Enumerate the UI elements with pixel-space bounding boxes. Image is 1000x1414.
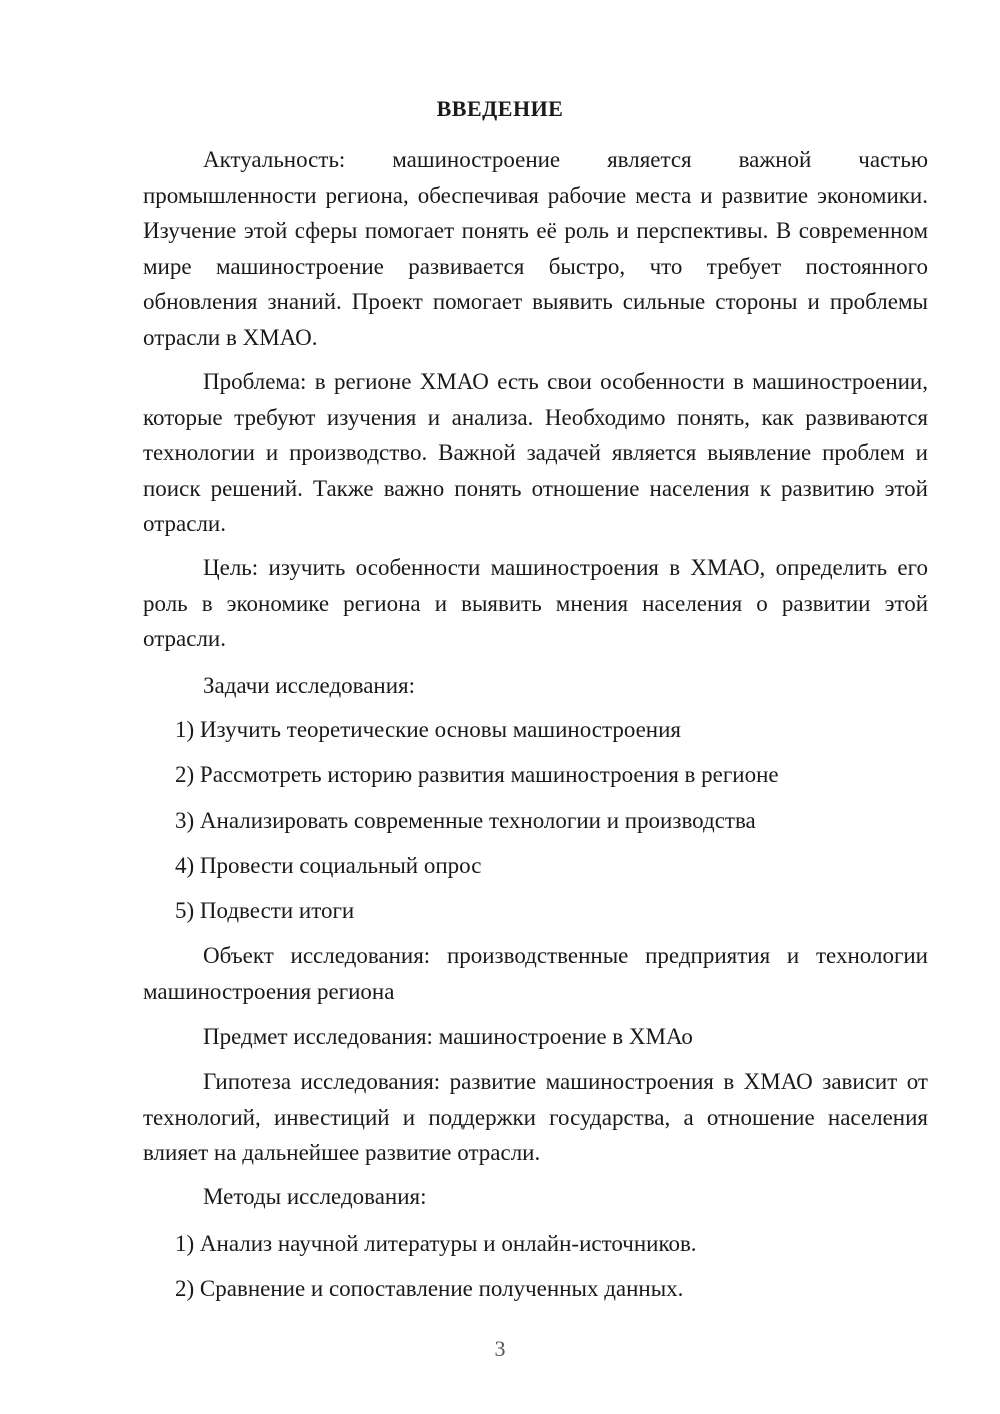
goal-paragraph: Цель: изучить особенности машиностроения в ХМАО, определить его роль в экономике региона и выявить мнения населения о развитии этой отрасли. (143, 555, 928, 651)
problem-paragraph: Проблема: в регионе ХМАО есть свои особенности в машиностроении, которые требуют изучения и анализа. Необходимо понять, как развиваются технологии и производство. Важной задачей является выявление проблем и поиск решений. Также важно понять отношение населения к развитию этой отрасли. (143, 369, 928, 536)
task-item: 1) Изучить теоретические основы машиностроения (175, 717, 681, 742)
task-item: 4) Провести социальный опрос (175, 853, 482, 878)
methods-heading: Методы исследования: (203, 1184, 427, 1209)
hypothesis-paragraph: Гипотеза исследования: развитие машиностроения в ХМАО зависит от технологий, инвестиций и поддержки государства, а отношение населения влияет на дальнейшее развитие отрасли. (143, 1069, 928, 1165)
tasks-heading: Задачи исследования: (203, 673, 416, 698)
page-title: ВВЕДЕНИЕ (436, 96, 564, 121)
method-item: 2) Сравнение и сопоставление полученных данных. (175, 1276, 684, 1301)
task-item: 2) Рассмотреть историю развития машиностроения в регионе (175, 762, 779, 787)
task-item: 3) Анализировать современные технологии и производства (175, 808, 756, 833)
method-item: 1) Анализ научной литературы и онлайн-источников. (175, 1231, 697, 1256)
task-item: 5) Подвести итоги (175, 898, 355, 923)
subject-line: Предмет исследования: машиностроение в ХМАо (203, 1024, 693, 1049)
relevance-paragraph: Актуальность: машиностроение является важной частью промышленности региона, обеспечивая рабочие места и развитие экономики. Изучение этой сферы помогает понять её роль и перспективы. В современном мире машиностроение развивается быстро, что требует постоянного обновления знаний. Проект помогает выявить сильные стороны и проблемы отрасли в ХМАО. (143, 147, 928, 350)
object-paragraph: Объект исследования: производственные предприятия и технологии машиностроения региона (143, 943, 928, 1004)
page-number: 3 (494, 1336, 506, 1361)
